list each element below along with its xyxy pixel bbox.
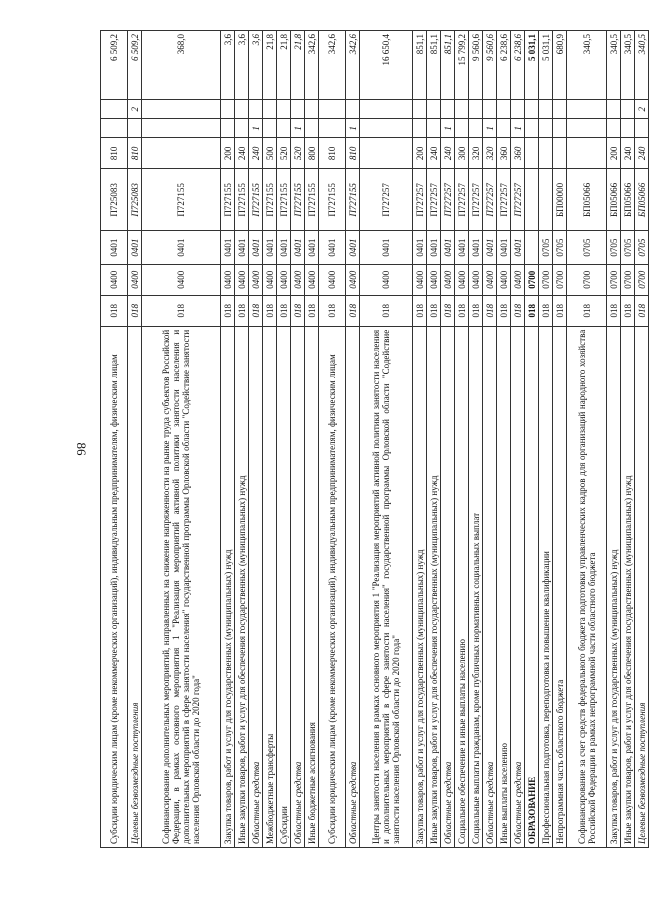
ministry-code-cell: 018	[539, 295, 553, 326]
expense-type-cell: 240	[249, 138, 263, 169]
table-row	[483, 31, 497, 848]
row-name-cell: ОБРАЗОВАНИЕ	[525, 326, 539, 847]
target-article-cell: П727155	[263, 169, 277, 231]
funding-code-cell	[101, 119, 128, 138]
table-row	[621, 31, 635, 848]
funding-code-cell	[497, 119, 511, 138]
section-code-cell: 0400	[249, 264, 263, 295]
amount-cell: 851,1	[413, 31, 427, 100]
expense-type-cell: 810	[101, 138, 128, 169]
source-code-cell	[567, 100, 607, 119]
row-name-cell: Закупка товаров, работ и услуг для государственных (муниципальных) нужд	[413, 326, 427, 847]
expense-type-cell	[360, 138, 413, 169]
funding-code-cell	[455, 119, 469, 138]
rotated-page-content	[100, 30, 647, 848]
ministry-code-cell: 018	[413, 295, 427, 326]
subsection-code-cell: 0401	[360, 231, 413, 264]
table-row	[128, 31, 142, 848]
table-row	[346, 31, 360, 848]
target-article-cell: П727257	[360, 169, 413, 231]
source-code-cell	[469, 100, 483, 119]
expense-type-cell: 360	[511, 138, 525, 169]
section-code-cell: 0400	[441, 264, 455, 295]
row-name-cell: Субсидии	[277, 326, 291, 847]
ministry-code-cell: 018	[525, 295, 539, 326]
row-name-cell: Социальные выплаты гражданам, кроме публичных нормативных социальных выплат	[469, 326, 483, 847]
row-name-cell: Закупка товаров, работ и услуг для государственных (муниципальных) нужд	[221, 326, 235, 847]
funding-code-cell: 1	[346, 119, 360, 138]
row-name-cell: Социальное обеспечение и иные выплаты населению	[455, 326, 469, 847]
section-code-cell: 0700	[621, 264, 635, 295]
funding-code-cell	[142, 119, 221, 138]
row-name-cell: Иные закупки товаров, работ и услуг для обеспечения государственных (муниципальных) нужд	[427, 326, 441, 847]
expense-type-cell: 810	[128, 138, 142, 169]
table-row	[567, 31, 607, 848]
source-code-cell	[101, 100, 128, 119]
table-row	[249, 31, 263, 848]
ministry-code-cell: 018	[455, 295, 469, 326]
amount-cell: 21,8	[291, 31, 305, 100]
subsection-code-cell: 0401	[277, 231, 291, 264]
row-name-cell: Областные средства	[291, 326, 305, 847]
source-code-cell	[455, 100, 469, 119]
table-row	[360, 31, 413, 848]
amount-cell: 342,6	[319, 31, 346, 100]
ministry-code-cell: 018	[635, 295, 649, 326]
amount-cell: 21,8	[277, 31, 291, 100]
section-code-cell: 0400	[469, 264, 483, 295]
table-row	[319, 31, 346, 848]
section-code-cell: 0400	[360, 264, 413, 295]
row-name-cell: Областные средства	[441, 326, 455, 847]
row-name-cell: Центры занятости населения в рамках основного мероприятия 1 "Реализация мероприятий активной политики занятости населения и дополнительных мероприятий в сфере занятости населения" государственной программы Орловской области "Содействие занятости населения Орловской области до 2020 года"	[360, 326, 413, 847]
amount-cell: 340,5	[621, 31, 635, 100]
section-code-cell: 0700	[635, 264, 649, 295]
section-code-cell: 0700	[567, 264, 607, 295]
amount-cell: 5 031,1	[539, 31, 553, 100]
page-number: 86	[74, 442, 89, 456]
source-code-cell	[277, 100, 291, 119]
ministry-code-cell: 018	[291, 295, 305, 326]
ministry-code-cell: 018	[469, 295, 483, 326]
row-name-cell: Целевые безвозмездные поступления	[635, 326, 649, 847]
table-row	[221, 31, 235, 848]
ministry-code-cell: 018	[346, 295, 360, 326]
row-name-cell: Иные выплаты населению	[497, 326, 511, 847]
section-code-cell: 0400	[142, 264, 221, 295]
source-code-cell	[291, 100, 305, 119]
target-article-cell: П727257	[413, 169, 427, 231]
source-code-cell	[249, 100, 263, 119]
expense-type-cell: 520	[291, 138, 305, 169]
source-code-cell	[346, 100, 360, 119]
table-row	[553, 31, 567, 848]
source-code-cell	[305, 100, 319, 119]
subsection-code-cell: 0401	[319, 231, 346, 264]
funding-code-cell	[567, 119, 607, 138]
expense-type-cell	[553, 138, 567, 169]
ministry-code-cell: 018	[360, 295, 413, 326]
amount-cell: 6 238,6	[511, 31, 525, 100]
section-code-cell: 0400	[413, 264, 427, 295]
funding-code-cell	[427, 119, 441, 138]
subsection-code-cell: 0401	[441, 231, 455, 264]
source-code-cell: 2	[128, 100, 142, 119]
expense-type-cell	[567, 138, 607, 169]
funding-code-cell	[319, 119, 346, 138]
target-article-cell: П727155	[305, 169, 319, 231]
expense-type-cell: 200	[413, 138, 427, 169]
expense-type-cell: 240	[235, 138, 249, 169]
row-name-cell: Софинансирование за счет средств федерального бюджета подготовки управленческих кадров для организаций народного хозяйства Российской Федерации в рамках непрограммной части областного бюджета	[567, 326, 607, 847]
target-article-cell: П727257	[455, 169, 469, 231]
amount-cell: 5 031,1	[525, 31, 539, 100]
budget-table-body	[101, 31, 649, 848]
expense-type-cell: 520	[277, 138, 291, 169]
expense-type-cell: 810	[319, 138, 346, 169]
ministry-code-cell: 018	[319, 295, 346, 326]
ministry-code-cell: 018	[221, 295, 235, 326]
subsection-code-cell: 0401	[128, 231, 142, 264]
target-article-cell: П727155	[235, 169, 249, 231]
funding-code-cell	[263, 119, 277, 138]
amount-cell: 9 560,6	[483, 31, 497, 100]
row-name-cell: Целевые безвозмездные поступления	[128, 326, 142, 847]
row-name-cell: Областные средства	[346, 326, 360, 847]
expense-type-cell	[539, 138, 553, 169]
source-code-cell	[607, 100, 621, 119]
amount-cell: 368,0	[142, 31, 221, 100]
funding-code-cell	[525, 119, 539, 138]
source-code-cell	[235, 100, 249, 119]
source-code-cell: 2	[635, 100, 649, 119]
amount-cell: 3,6	[221, 31, 235, 100]
ministry-code-cell: 018	[511, 295, 525, 326]
funding-code-cell	[235, 119, 249, 138]
expense-type-cell: 320	[469, 138, 483, 169]
ministry-code-cell: 018	[621, 295, 635, 326]
ministry-code-cell: 018	[235, 295, 249, 326]
subsection-code-cell: 0705	[539, 231, 553, 264]
source-code-cell	[263, 100, 277, 119]
section-code-cell: 0400	[128, 264, 142, 295]
ministry-code-cell: 018	[553, 295, 567, 326]
source-code-cell	[441, 100, 455, 119]
source-code-cell	[221, 100, 235, 119]
table-row	[101, 31, 128, 848]
source-code-cell	[497, 100, 511, 119]
target-article-cell: БП05066	[621, 169, 635, 231]
table-row	[441, 31, 455, 848]
target-article-cell: П727155	[319, 169, 346, 231]
subsection-code-cell: 0401	[101, 231, 128, 264]
expense-type-cell: 200	[607, 138, 621, 169]
table-row	[263, 31, 277, 848]
section-code-cell: 0400	[346, 264, 360, 295]
amount-cell: 680,9	[553, 31, 567, 100]
section-code-cell: 0700	[607, 264, 621, 295]
funding-code-cell	[635, 119, 649, 138]
target-article-cell: П727257	[441, 169, 455, 231]
ministry-code-cell: 018	[101, 295, 128, 326]
subsection-code-cell: 0705	[621, 231, 635, 264]
amount-cell: 3,6	[235, 31, 249, 100]
funding-code-cell	[305, 119, 319, 138]
section-code-cell: 0400	[101, 264, 128, 295]
source-code-cell	[553, 100, 567, 119]
subsection-code-cell: 0401	[221, 231, 235, 264]
funding-code-cell	[607, 119, 621, 138]
table-row	[413, 31, 427, 848]
amount-cell: 340,5	[635, 31, 649, 100]
amount-cell: 9 560,6	[469, 31, 483, 100]
subsection-code-cell: 0401	[483, 231, 497, 264]
amount-cell: 340,5	[607, 31, 621, 100]
source-code-cell	[142, 100, 221, 119]
section-code-cell: 0400	[319, 264, 346, 295]
section-code-cell: 0400	[427, 264, 441, 295]
subsection-code-cell: 0401	[249, 231, 263, 264]
subsection-code-cell: 0401	[497, 231, 511, 264]
row-name-cell: Профессиональная подготовка, переподготовка и повышение квалификации	[539, 326, 553, 847]
expense-type-cell: 240	[427, 138, 441, 169]
table-row	[469, 31, 483, 848]
funding-code-cell: 1	[511, 119, 525, 138]
table-row	[455, 31, 469, 848]
section-code-cell: 0400	[483, 264, 497, 295]
amount-cell: 15 799,2	[455, 31, 469, 100]
table-row	[142, 31, 221, 848]
row-name-cell: Иные бюджетные ассигнования	[305, 326, 319, 847]
table-row	[539, 31, 553, 848]
target-article-cell: П727257	[497, 169, 511, 231]
ministry-code-cell: 018	[142, 295, 221, 326]
source-code-cell	[483, 100, 497, 119]
funding-code-cell	[469, 119, 483, 138]
table-row	[511, 31, 525, 848]
ministry-code-cell: 018	[263, 295, 277, 326]
budget-table	[100, 30, 649, 848]
amount-cell: 851,1	[427, 31, 441, 100]
funding-code-cell	[413, 119, 427, 138]
row-name-cell: Областные средства	[249, 326, 263, 847]
ministry-code-cell: 018	[427, 295, 441, 326]
section-code-cell: 0400	[511, 264, 525, 295]
subsection-code-cell: 0705	[635, 231, 649, 264]
funding-code-cell: 1	[441, 119, 455, 138]
source-code-cell	[539, 100, 553, 119]
subsection-code-cell: 0401	[305, 231, 319, 264]
amount-cell: 6 238,6	[497, 31, 511, 100]
section-code-cell: 0400	[305, 264, 319, 295]
amount-cell: 342,6	[305, 31, 319, 100]
section-code-cell: 0700	[539, 264, 553, 295]
row-name-cell: Субсидии юридическим лицам (кроме некоммерческих организаций), индивидуальным предпринимателям, физическим лицам	[101, 326, 128, 847]
source-code-cell	[621, 100, 635, 119]
source-code-cell	[511, 100, 525, 119]
table-row	[427, 31, 441, 848]
section-code-cell: 0400	[497, 264, 511, 295]
subsection-code-cell: 0705	[553, 231, 567, 264]
ministry-code-cell: 018	[305, 295, 319, 326]
source-code-cell	[319, 100, 346, 119]
funding-code-cell	[221, 119, 235, 138]
funding-code-cell	[553, 119, 567, 138]
target-article-cell	[539, 169, 553, 231]
funding-code-cell	[277, 119, 291, 138]
target-article-cell: П727155	[346, 169, 360, 231]
subsection-code-cell: 0705	[607, 231, 621, 264]
target-article-cell: П727155	[249, 169, 263, 231]
target-article-cell: БП05066	[607, 169, 621, 231]
ministry-code-cell: 018	[483, 295, 497, 326]
table-row	[235, 31, 249, 848]
section-code-cell: 0400	[277, 264, 291, 295]
subsection-code-cell: 0401	[427, 231, 441, 264]
subsection-code-cell: 0705	[567, 231, 607, 264]
target-article-cell: БП05066	[635, 169, 649, 231]
subsection-code-cell	[525, 231, 539, 264]
table-row	[277, 31, 291, 848]
expense-type-cell	[142, 138, 221, 169]
table-row	[291, 31, 305, 848]
table-row	[525, 31, 539, 848]
table-row	[635, 31, 649, 848]
amount-cell: 16 650,4	[360, 31, 413, 100]
subsection-code-cell: 0401	[346, 231, 360, 264]
target-article-cell: П727257	[483, 169, 497, 231]
expense-type-cell: 800	[305, 138, 319, 169]
subsection-code-cell: 0401	[413, 231, 427, 264]
target-article-cell: П725083	[101, 169, 128, 231]
expense-type-cell: 200	[221, 138, 235, 169]
expense-type-cell: 240	[635, 138, 649, 169]
expense-type-cell: 240	[441, 138, 455, 169]
funding-code-cell	[621, 119, 635, 138]
target-article-cell: БП05066	[567, 169, 607, 231]
row-name-cell: Закупка товаров, работ и услуг для государственных (муниципальных) нужд	[607, 326, 621, 847]
ministry-code-cell: 018	[128, 295, 142, 326]
funding-code-cell	[360, 119, 413, 138]
funding-code-cell: 1	[291, 119, 305, 138]
expense-type-cell	[525, 138, 539, 169]
row-name-cell: Областные средства	[483, 326, 497, 847]
amount-cell: 340,5	[567, 31, 607, 100]
row-name-cell: Софинансирование дополнительных мероприятий, направленных на снижение напряженности на рынке труда субъектов Российской Федерации, в рамках основного мероприятия 1 "Реализация мероприятий активной политики занятости населения и дополнительных мероприятий в сфере занятости населения" государственной программы Орловской области "Содействие занятости населения Орловской области до 2020 года"	[142, 326, 221, 847]
section-code-cell: 0700	[525, 264, 539, 295]
source-code-cell	[360, 100, 413, 119]
subsection-code-cell: 0401	[263, 231, 277, 264]
row-name-cell: Областные средства	[511, 326, 525, 847]
funding-code-cell: 1	[483, 119, 497, 138]
amount-cell: 3,6	[249, 31, 263, 100]
amount-cell: 21,8	[263, 31, 277, 100]
funding-code-cell: 1	[249, 119, 263, 138]
amount-cell: 6 509,2	[128, 31, 142, 100]
target-article-cell: П727257	[511, 169, 525, 231]
section-code-cell: 0400	[291, 264, 305, 295]
subsection-code-cell: 0401	[469, 231, 483, 264]
expense-type-cell: 500	[263, 138, 277, 169]
section-code-cell: 0400	[235, 264, 249, 295]
table-row	[497, 31, 511, 848]
target-article-cell	[525, 169, 539, 231]
subsection-code-cell: 0401	[235, 231, 249, 264]
amount-cell: 851,1	[441, 31, 455, 100]
section-code-cell: 0400	[221, 264, 235, 295]
subsection-code-cell: 0401	[142, 231, 221, 264]
expense-type-cell: 300	[455, 138, 469, 169]
amount-cell: 342,6	[346, 31, 360, 100]
expense-type-cell: 240	[621, 138, 635, 169]
target-article-cell: П727155	[291, 169, 305, 231]
target-article-cell: П727257	[469, 169, 483, 231]
funding-code-cell	[539, 119, 553, 138]
funding-code-cell	[128, 119, 142, 138]
target-article-cell: П727257	[427, 169, 441, 231]
target-article-cell: П727155	[142, 169, 221, 231]
ministry-code-cell: 018	[567, 295, 607, 326]
expense-type-cell: 810	[346, 138, 360, 169]
source-code-cell	[413, 100, 427, 119]
target-article-cell: П727155	[277, 169, 291, 231]
subsection-code-cell: 0401	[455, 231, 469, 264]
section-code-cell: 0400	[455, 264, 469, 295]
section-code-cell: 0700	[553, 264, 567, 295]
target-article-cell: П725083	[128, 169, 142, 231]
row-name-cell: Непрограммная часть областного бюджета	[553, 326, 567, 847]
table-row	[305, 31, 319, 848]
expense-type-cell: 360	[497, 138, 511, 169]
subsection-code-cell: 0401	[291, 231, 305, 264]
target-article-cell: БП00000	[553, 169, 567, 231]
source-code-cell	[427, 100, 441, 119]
subsection-code-cell: 0401	[511, 231, 525, 264]
expense-type-cell: 320	[483, 138, 497, 169]
row-name-cell: Межбюджетные трансферты	[263, 326, 277, 847]
ministry-code-cell: 018	[497, 295, 511, 326]
source-code-cell	[525, 100, 539, 119]
row-name-cell: Иные закупки товаров, работ и услуг для обеспечения государственных (муниципальных) нужд	[235, 326, 249, 847]
row-name-cell: Субсидии юридическим лицам (кроме некоммерческих организаций), индивидуальным предпринимателям, физическим лицам	[319, 326, 346, 847]
section-code-cell: 0400	[263, 264, 277, 295]
ministry-code-cell: 018	[441, 295, 455, 326]
row-name-cell: Иные закупки товаров, работ и услуг для обеспечения государственных (муниципальных) нужд	[621, 326, 635, 847]
target-article-cell: П727155	[221, 169, 235, 231]
ministry-code-cell: 018	[607, 295, 621, 326]
table-row	[607, 31, 621, 848]
amount-cell: 6 509,2	[101, 31, 128, 100]
ministry-code-cell: 018	[277, 295, 291, 326]
ministry-code-cell: 018	[249, 295, 263, 326]
